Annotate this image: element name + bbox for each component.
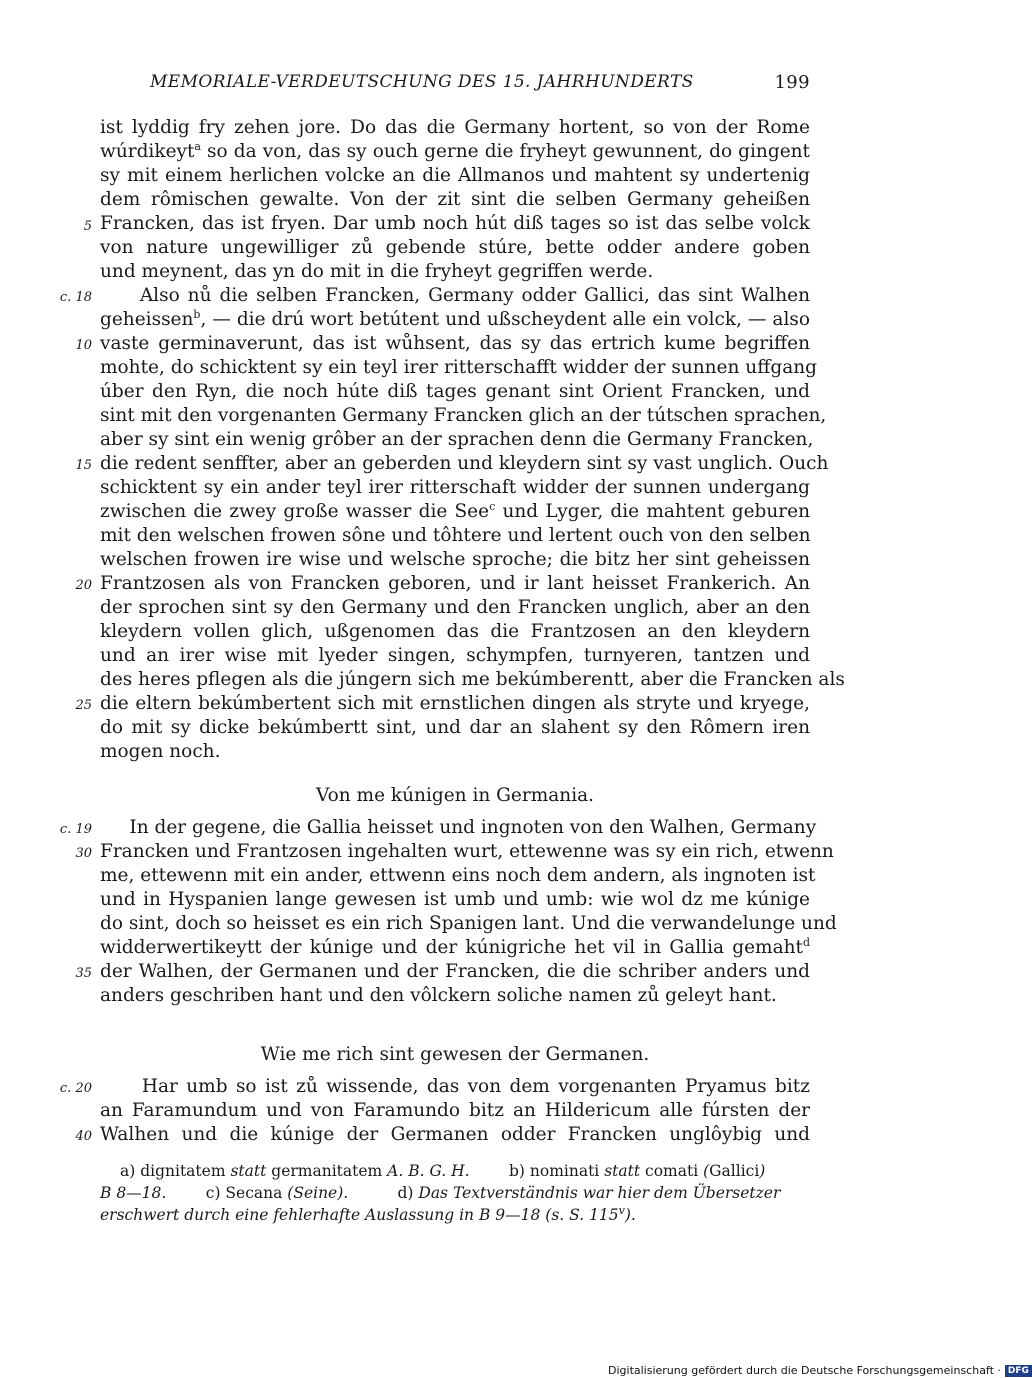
line-number-30: 30	[75, 846, 92, 861]
text-line: anders geschriben hant und den vôlckern soliche namen zů geleyt hant.	[100, 985, 777, 1006]
text-line: ist lyddig fry zehen jore. Do das die Germany hortent, so von der Rome	[100, 117, 810, 138]
text-line: aber sy sint ein wenig grôber an der sprachen denn die Germany Francken,	[100, 429, 814, 450]
text-line: sint mit den vorgenanten Germany Francken glich an der tútschen sprachen,	[100, 405, 827, 426]
text-line: geheissen$^b$, — die drú wort betútent und ußscheydent alle ein volck, — also	[100, 307, 810, 330]
text-line: do mit sy dicke bekúmbertt sint, und dar an slahent sy den Rômern iren	[100, 717, 810, 738]
text-line: widderwertikeytt der kúnige und der kúnigriche het vil in Gallia gemaht$^d$	[100, 935, 810, 958]
running-title: MEMORIALE-VERDEUTSCHUNG DES 15. JAHRHUNDERTS	[150, 72, 694, 92]
margin-chapter-c19: c. 19	[59, 822, 92, 837]
text-line: an Faramundum und von Faramundo bitz an Hildericum alle fúrsten der	[100, 1100, 810, 1121]
text-line: kleydern vollen glich, ußgenomen das die Frantzosen an den kleydern	[100, 621, 810, 642]
digitization-footer	[608, 1364, 1029, 1378]
text-line: Walhen und die kúnige der Germanen odder Francken unglôybig und	[100, 1124, 810, 1145]
text-line: do sint, doch so heisset es ein rich Spanigen lant. Und die verwandelunge und	[100, 913, 837, 934]
text-line: mohte, do schicktent sy ein teyl irer ritterschafft widder der sunnen uffgang	[100, 357, 817, 378]
text-line: von nature ungewilliger zů gebende stúre, bette odder andere goben	[100, 237, 810, 258]
dfg-logo: DFG	[1005, 1365, 1032, 1377]
text-line: zwischen die zwey große wasser die See$^c$ und Lyger, die mahtent geburen	[100, 499, 810, 522]
footnote-line-2: B 8—18. c) Secana (Seine). d) Das Textverständnis war hier dem Übersetzer	[100, 1184, 781, 1202]
text-line: me, ettewenn mit ein ander, ettwenn eins noch dem andern, als ingnoten ist	[100, 865, 816, 886]
text-line: wúrdikeyt$^a$ so da von, das sy ouch gerne die fryheyt gewunnent, do gingent	[100, 139, 810, 162]
footnote-line-3: erschwert durch eine fehlerhafte Auslassung in B 9—18 (s. S. 115$^v$).	[100, 1203, 636, 1224]
text-line: welschen frowen ire wise und welsche sproche; die bitz her sint geheissen	[100, 549, 810, 570]
text-line: die redent senffter, aber an geberden und kleydern sint sy vast unglich. Ouch	[100, 453, 829, 474]
text-line: der Walhen, der Germanen und der Francken, die die schriber anders und	[100, 961, 810, 982]
text-line: mogen noch.	[100, 741, 221, 762]
text-line: Francken, das ist fryen. Dar umb noch hút diß tages so ist das selbe volck	[100, 213, 810, 234]
margin-chapter-c18: c. 18	[59, 290, 92, 305]
line-number-35: 35	[75, 966, 92, 981]
text-line: des heres pflegen als die júngern sich me bekúmberentt, aber die Francken als	[100, 669, 845, 690]
line-number-5: 5	[83, 219, 92, 234]
line-number-10: 10	[75, 338, 92, 353]
text-line: die eltern bekúmbertent sich mit ernstlichen dingen als stryte und kryege,	[100, 693, 810, 714]
margin-chapter-c20: c. 20	[59, 1081, 92, 1096]
text-line: Also nů die selben Francken, Germany odder Gallici, das sint Walhen	[100, 285, 810, 306]
line-number-15: 15	[75, 458, 92, 473]
text-line: Frantzosen als von Francken geboren, und ir lant heisset Frankerich. An	[100, 573, 810, 594]
section-heading-2: Wie me rich sint gewesen der Germanen.	[260, 1044, 650, 1065]
line-number-20: 20	[75, 578, 92, 593]
text-line: dem rômischen gewalte. Von der zit sint die selben Germany geheißen	[100, 189, 810, 210]
text-line: und meynent, das yn do mit in die fryheyt gegriffen werde.	[100, 261, 654, 282]
text-line: Francken und Frantzosen ingehalten wurt, ettewenne was sy ein rich, etwenn	[100, 841, 834, 862]
footnote-line-1: a) dignitatem statt germanitatem A. B. G. H. b) nominati statt comati (Gallici)	[120, 1162, 766, 1180]
footer-text: Digitalisierung gefördert durch die Deutsche Forschungsgemeinschaft ·	[608, 1364, 1001, 1377]
text-line: úber den Ryn, die noch húte diß tages genant sint Orient Francken, und	[100, 381, 810, 402]
text-line: schicktent sy ein ander teyl irer ritterschaft widder der sunnen undergang	[100, 477, 810, 498]
line-number-40: 40	[75, 1129, 92, 1144]
text-line: sy mit einem herlichen volcke an die Allmanos und mahtent sy undertenig	[100, 165, 810, 186]
line-number-25: 25	[75, 698, 92, 713]
text-line: vaste germinaverunt, das ist wůhsent, das sy das ertrich kume begriffen	[100, 333, 810, 354]
text-line: und in Hyspanien lange gewesen ist umb und umb: wie wol dz me kúnige	[100, 889, 810, 910]
text-line: mit den welschen frowen sône und tôhtere und lertent ouch von den selben	[100, 525, 811, 546]
text-line: Har umb so ist zů wissende, das von dem vorgenanten Pryamus bitz	[100, 1076, 810, 1097]
section-heading-1: Von me kúnigen in Germania.	[315, 785, 595, 806]
running-header	[150, 72, 810, 96]
text-line: In der gegene, die Gallia heisset und ingnoten von den Walhen, Germany	[100, 817, 817, 838]
text-line: und an irer wise mit lyeder singen, schympfen, turnyeren, tantzen und	[100, 645, 810, 666]
text-line: der sprochen sint sy den Germany und den Francken unglich, aber an den	[100, 597, 810, 618]
page-number: 199	[774, 72, 810, 93]
